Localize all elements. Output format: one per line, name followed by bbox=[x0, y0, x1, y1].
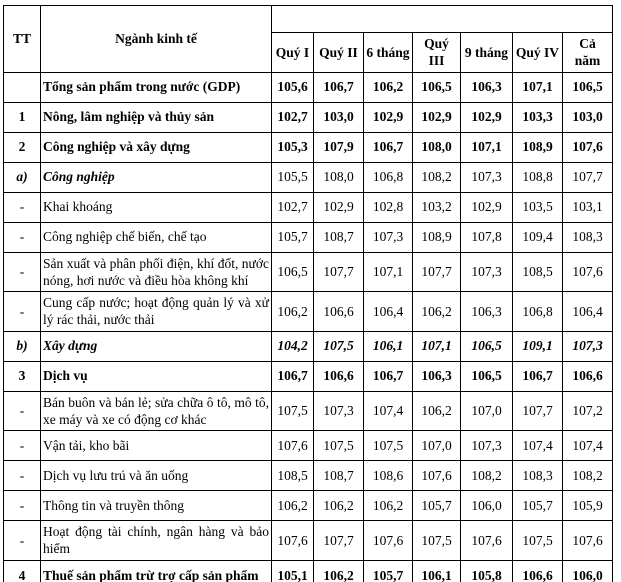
sector-label-cell: Hoạt động tài chính, ngân hàng và bảo hiểm bbox=[41, 521, 272, 561]
value-cell: 107,1 bbox=[513, 72, 563, 102]
value-cell: 106,4 bbox=[364, 292, 413, 332]
value-cell: 107,3 bbox=[461, 162, 513, 192]
header-periods-group bbox=[272, 6, 613, 33]
value-cell: 103,2 bbox=[413, 192, 461, 222]
sector-label-cell: Sản xuất và phân phối điện, khí đốt, nước nóng, hơi nước và điều hòa không khí bbox=[41, 252, 272, 292]
value-cell: 107,5 bbox=[413, 521, 461, 561]
value-cell: 107,0 bbox=[413, 431, 461, 461]
value-cell: 106,6 bbox=[314, 361, 364, 391]
header-quarter-4: Quý IV bbox=[513, 33, 563, 73]
table-row bbox=[4, 72, 613, 102]
value-cell: 103,5 bbox=[513, 192, 563, 222]
value-cell: 107,4 bbox=[513, 431, 563, 461]
value-cell: 106,2 bbox=[272, 491, 314, 521]
header-quarter-3: Quý III bbox=[413, 33, 461, 73]
value-cell: 105,7 bbox=[413, 491, 461, 521]
value-cell: 108,2 bbox=[413, 162, 461, 192]
row-index-cell: - bbox=[4, 222, 41, 252]
value-cell: 105,7 bbox=[513, 491, 563, 521]
value-cell: 106,8 bbox=[513, 292, 563, 332]
table-row bbox=[4, 292, 613, 332]
table-row bbox=[4, 192, 613, 222]
value-cell: 106,2 bbox=[314, 560, 364, 582]
value-cell: 107,3 bbox=[364, 222, 413, 252]
value-cell: 104,2 bbox=[272, 331, 314, 361]
value-cell: 106,5 bbox=[272, 252, 314, 292]
value-cell: 103,0 bbox=[314, 102, 364, 132]
row-index-cell: - bbox=[4, 431, 41, 461]
value-cell: 107,6 bbox=[272, 431, 314, 461]
table-row bbox=[4, 391, 613, 431]
row-index-cell: b) bbox=[4, 331, 41, 361]
value-cell: 108,2 bbox=[563, 461, 613, 491]
header-quarter-1: Quý I bbox=[272, 33, 314, 73]
value-cell: 106,7 bbox=[513, 361, 563, 391]
header-tt: TT bbox=[4, 6, 41, 73]
value-cell: 103,0 bbox=[563, 102, 613, 132]
value-cell: 106,3 bbox=[461, 72, 513, 102]
value-cell: 108,7 bbox=[314, 222, 364, 252]
sector-label-cell: Thuế sản phẩm trừ trợ cấp sản phẩm bbox=[41, 560, 272, 582]
value-cell: 106,5 bbox=[413, 72, 461, 102]
row-index-cell: - bbox=[4, 461, 41, 491]
value-cell: 108,9 bbox=[513, 132, 563, 162]
value-cell: 106,2 bbox=[364, 72, 413, 102]
table-header bbox=[4, 6, 613, 73]
value-cell: 107,5 bbox=[314, 331, 364, 361]
value-cell: 107,0 bbox=[461, 391, 513, 431]
table-row bbox=[4, 491, 613, 521]
value-cell: 107,7 bbox=[314, 521, 364, 561]
value-cell: 108,3 bbox=[513, 461, 563, 491]
value-cell: 106,2 bbox=[413, 292, 461, 332]
value-cell: 106,1 bbox=[413, 560, 461, 582]
value-cell: 106,7 bbox=[314, 72, 364, 102]
row-index-cell: - bbox=[4, 292, 41, 332]
value-cell: 108,8 bbox=[513, 162, 563, 192]
value-cell: 107,5 bbox=[272, 391, 314, 431]
value-cell: 107,3 bbox=[563, 331, 613, 361]
value-cell: 105,1 bbox=[272, 560, 314, 582]
sector-label-cell: Công nghiệp chế biến, chế tạo bbox=[41, 222, 272, 252]
value-cell: 105,7 bbox=[272, 222, 314, 252]
table-row bbox=[4, 331, 613, 361]
header-9-months: 9 tháng bbox=[461, 33, 513, 73]
value-cell: 107,6 bbox=[563, 252, 613, 292]
table-body bbox=[4, 72, 613, 582]
value-cell: 103,1 bbox=[563, 192, 613, 222]
row-index-cell: - bbox=[4, 192, 41, 222]
row-index-cell: 3 bbox=[4, 361, 41, 391]
value-cell: 109,4 bbox=[513, 222, 563, 252]
table-row bbox=[4, 222, 613, 252]
header-quarter-2: Quý II bbox=[314, 33, 364, 73]
value-cell: 102,8 bbox=[364, 192, 413, 222]
value-cell: 105,6 bbox=[272, 72, 314, 102]
value-cell: 102,9 bbox=[413, 102, 461, 132]
value-cell: 106,5 bbox=[563, 72, 613, 102]
sector-label-cell: Vận tải, kho bãi bbox=[41, 431, 272, 461]
value-cell: 107,6 bbox=[272, 521, 314, 561]
header-row-top bbox=[4, 6, 613, 33]
value-cell: 107,7 bbox=[513, 391, 563, 431]
value-cell: 108,0 bbox=[314, 162, 364, 192]
sector-label-cell: Thông tin và truyền thông bbox=[41, 491, 272, 521]
value-cell: 108,6 bbox=[364, 461, 413, 491]
value-cell: 102,9 bbox=[364, 102, 413, 132]
value-cell: 107,1 bbox=[413, 331, 461, 361]
value-cell: 106,2 bbox=[314, 491, 364, 521]
table-row bbox=[4, 361, 613, 391]
value-cell: 107,5 bbox=[364, 431, 413, 461]
value-cell: 107,3 bbox=[461, 252, 513, 292]
row-index-cell: a) bbox=[4, 162, 41, 192]
table-row bbox=[4, 162, 613, 192]
sector-label-cell: Công nghiệp bbox=[41, 162, 272, 192]
value-cell: 108,9 bbox=[413, 222, 461, 252]
value-cell: 106,4 bbox=[563, 292, 613, 332]
row-index-cell: - bbox=[4, 491, 41, 521]
value-cell: 107,3 bbox=[461, 431, 513, 461]
sector-label-cell: Cung cấp nước; hoạt động quản lý và xử lý rác thải, nước thải bbox=[41, 292, 272, 332]
sector-label-cell: Dịch vụ lưu trú và ăn uống bbox=[41, 461, 272, 491]
value-cell: 108,2 bbox=[461, 461, 513, 491]
sector-label-cell: Công nghiệp và xây dựng bbox=[41, 132, 272, 162]
value-cell: 103,3 bbox=[513, 102, 563, 132]
value-cell: 106,7 bbox=[272, 361, 314, 391]
value-cell: 107,9 bbox=[314, 132, 364, 162]
value-cell: 106,2 bbox=[364, 491, 413, 521]
economic-sectors-table bbox=[3, 5, 613, 582]
table-row bbox=[4, 560, 613, 582]
value-cell: 102,7 bbox=[272, 192, 314, 222]
value-cell: 107,1 bbox=[364, 252, 413, 292]
value-cell: 106,3 bbox=[461, 292, 513, 332]
row-index-cell: - bbox=[4, 252, 41, 292]
value-cell: 105,5 bbox=[272, 162, 314, 192]
sector-label-cell: Bán buôn và bán lẻ; sửa chữa ô tô, mô tô, xe máy và xe có động cơ khác bbox=[41, 391, 272, 431]
value-cell: 107,4 bbox=[563, 431, 613, 461]
value-cell: 108,3 bbox=[563, 222, 613, 252]
value-cell: 106,2 bbox=[272, 292, 314, 332]
value-cell: 106,3 bbox=[413, 361, 461, 391]
row-index-cell: 4 bbox=[4, 560, 41, 582]
value-cell: 107,7 bbox=[314, 252, 364, 292]
header-6-months: 6 tháng bbox=[364, 33, 413, 73]
value-cell: 102,7 bbox=[272, 102, 314, 132]
header-full-year: Cả năm bbox=[563, 33, 613, 73]
sector-label-cell: Khai khoáng bbox=[41, 192, 272, 222]
value-cell: 107,1 bbox=[461, 132, 513, 162]
row-index-cell: 2 bbox=[4, 132, 41, 162]
value-cell: 106,7 bbox=[364, 361, 413, 391]
value-cell: 106,0 bbox=[563, 560, 613, 582]
value-cell: 102,9 bbox=[314, 192, 364, 222]
table-row bbox=[4, 132, 613, 162]
value-cell: 107,6 bbox=[563, 521, 613, 561]
row-index-cell: 1 bbox=[4, 102, 41, 132]
value-cell: 109,1 bbox=[513, 331, 563, 361]
value-cell: 108,5 bbox=[272, 461, 314, 491]
sector-label-cell: Xây dựng bbox=[41, 331, 272, 361]
table-row bbox=[4, 431, 613, 461]
sector-label-cell: Nông, lâm nghiệp và thủy sản bbox=[41, 102, 272, 132]
sector-label-cell: Tổng sản phẩm trong nước (GDP) bbox=[41, 72, 272, 102]
value-cell: 107,4 bbox=[364, 391, 413, 431]
value-cell: 108,7 bbox=[314, 461, 364, 491]
value-cell: 107,5 bbox=[314, 431, 364, 461]
value-cell: 107,8 bbox=[461, 222, 513, 252]
value-cell: 102,9 bbox=[461, 192, 513, 222]
header-sector: Ngành kinh tế bbox=[41, 6, 272, 73]
value-cell: 107,7 bbox=[413, 252, 461, 292]
value-cell: 105,8 bbox=[461, 560, 513, 582]
row-index-cell: - bbox=[4, 391, 41, 431]
value-cell: 106,5 bbox=[461, 361, 513, 391]
value-cell: 107,6 bbox=[563, 132, 613, 162]
value-cell: 102,9 bbox=[461, 102, 513, 132]
value-cell: 105,7 bbox=[364, 560, 413, 582]
value-cell: 108,5 bbox=[513, 252, 563, 292]
value-cell: 107,5 bbox=[513, 521, 563, 561]
value-cell: 106,7 bbox=[364, 132, 413, 162]
table-row bbox=[4, 252, 613, 292]
value-cell: 107,6 bbox=[364, 521, 413, 561]
value-cell: 107,6 bbox=[461, 521, 513, 561]
row-index-cell: - bbox=[4, 521, 41, 561]
value-cell: 106,8 bbox=[364, 162, 413, 192]
value-cell: 107,2 bbox=[563, 391, 613, 431]
table-row bbox=[4, 461, 613, 491]
value-cell: 106,6 bbox=[314, 292, 364, 332]
sector-label-cell: Dịch vụ bbox=[41, 361, 272, 391]
value-cell: 105,9 bbox=[563, 491, 613, 521]
value-cell: 106,5 bbox=[461, 331, 513, 361]
table-row bbox=[4, 521, 613, 561]
value-cell: 107,3 bbox=[314, 391, 364, 431]
value-cell: 108,0 bbox=[413, 132, 461, 162]
value-cell: 106,2 bbox=[413, 391, 461, 431]
value-cell: 106,0 bbox=[461, 491, 513, 521]
value-cell: 106,6 bbox=[513, 560, 563, 582]
value-cell: 106,6 bbox=[563, 361, 613, 391]
value-cell: 107,7 bbox=[563, 162, 613, 192]
value-cell: 107,6 bbox=[413, 461, 461, 491]
value-cell: 106,1 bbox=[364, 331, 413, 361]
row-index-cell bbox=[4, 72, 41, 102]
table-row bbox=[4, 102, 613, 132]
value-cell: 105,3 bbox=[272, 132, 314, 162]
